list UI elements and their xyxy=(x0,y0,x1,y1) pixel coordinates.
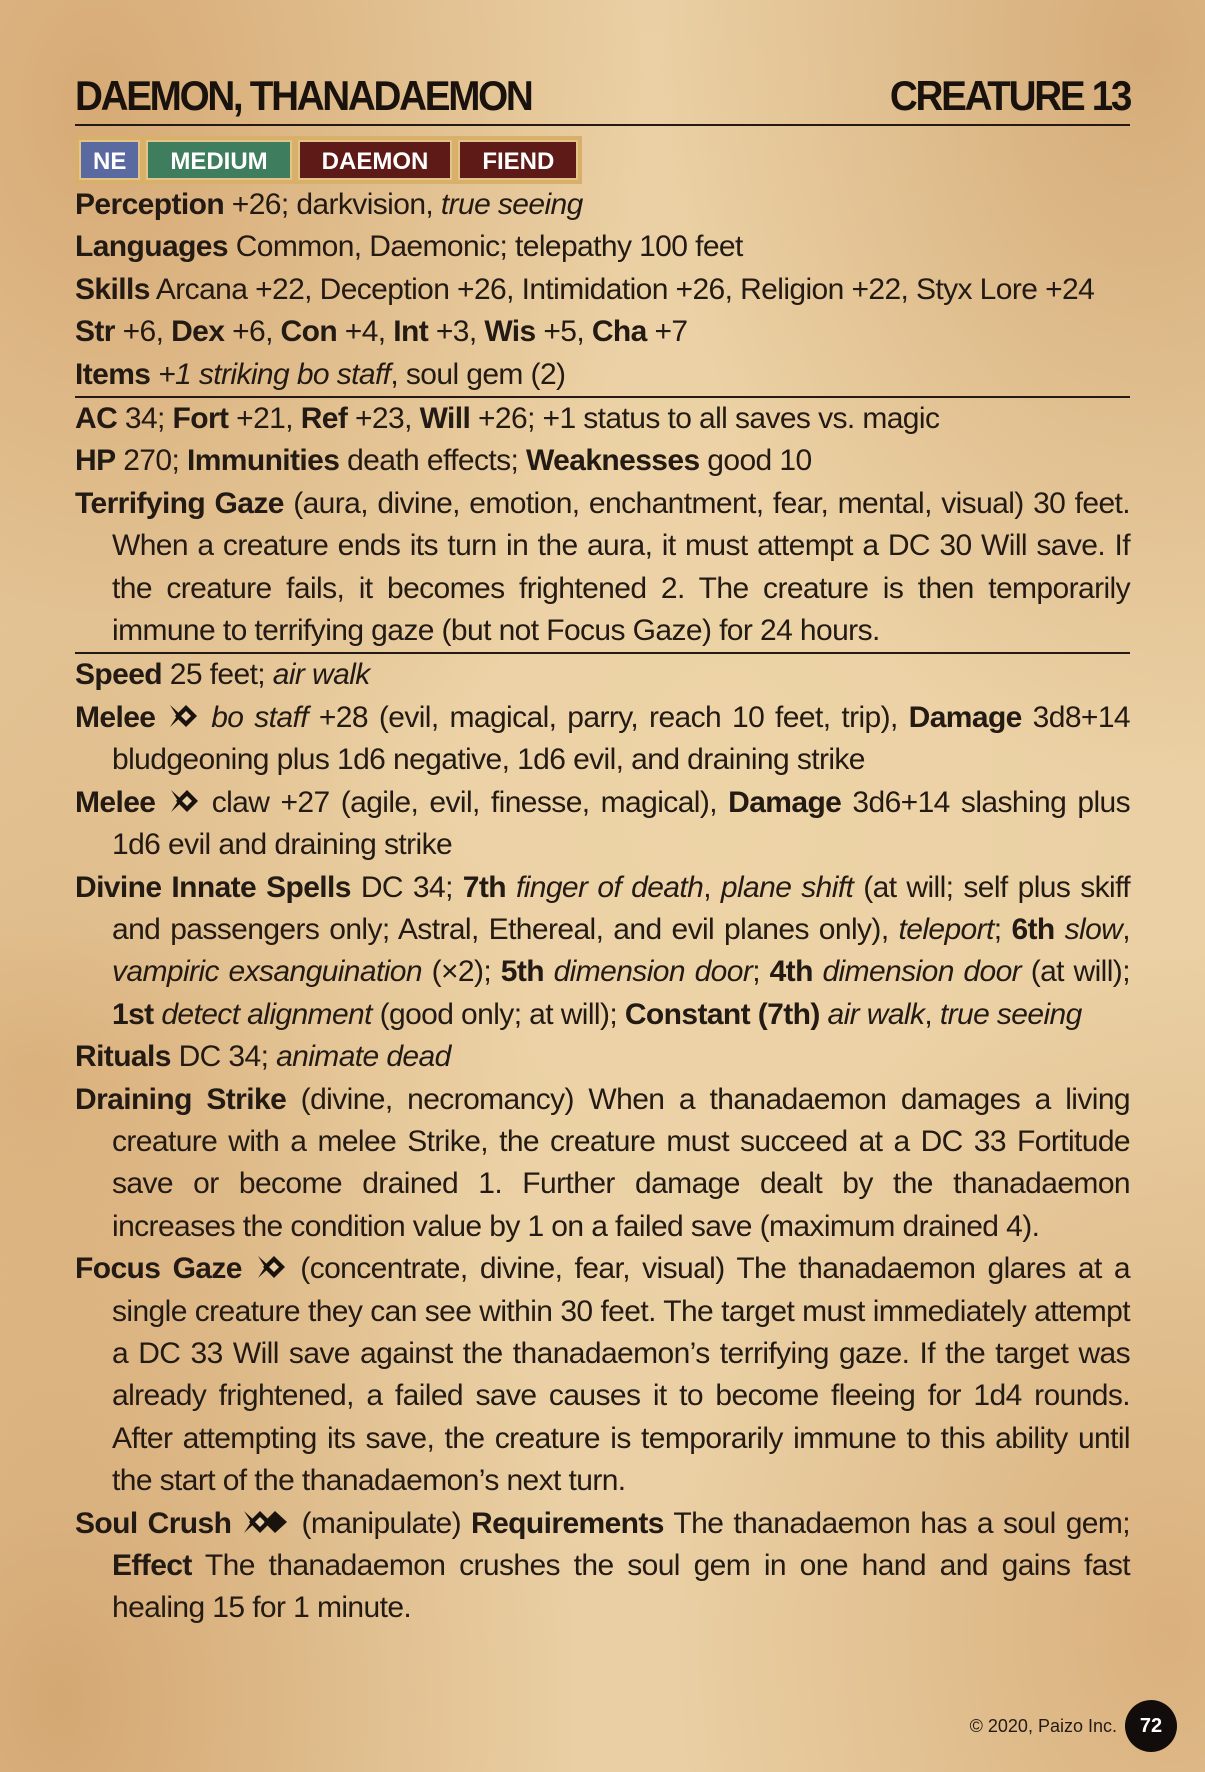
spell-vampiric-exsanguination: vampiric exsanguination xyxy=(112,955,422,989)
fort-label: Fort xyxy=(172,402,229,436)
melee-claw-damage: 3d6+14 slashing plus 1d6 evil and draining strike xyxy=(112,785,1130,862)
spell-rank-4: 4th xyxy=(769,955,813,989)
creature-level: CREATURE 13 xyxy=(889,72,1130,119)
trait-daemon: DAEMON xyxy=(298,140,453,180)
spell-slow: slow xyxy=(1064,912,1123,946)
spell-detect-alignment: detect alignment xyxy=(161,997,372,1031)
rituals-label: Rituals xyxy=(75,1040,171,1074)
abilities-line xyxy=(75,311,1130,353)
skills-label: Skills xyxy=(75,272,150,306)
focus-gaze-ability xyxy=(75,1248,1130,1502)
spell-separator: , xyxy=(924,997,940,1031)
single-action-icon xyxy=(166,702,200,730)
spell-rank-7: 7th xyxy=(462,870,506,904)
focus-gaze-name: Focus Gaze xyxy=(75,1252,242,1286)
languages-text: Common, Daemonic; telepathy 100 feet xyxy=(227,230,743,264)
spell-separator: , xyxy=(1122,912,1130,946)
melee-claw-damage-label: Damage xyxy=(728,785,842,819)
soul-crush-traits: (manipulate) xyxy=(291,1506,472,1540)
languages-label: Languages xyxy=(75,230,228,264)
melee-staff-weapon: bo staff xyxy=(211,700,308,734)
focus-gaze-text: (concentrate, divine, fear, visual) The thanadaemon glares at a single creature they can see within 30 feet. The target must immediately attempt a DC 33 Will save against the thanadaemon’s terrifying gaze. If the target was already frightened, a failed save causes it to become fleeing for 1d4 rounds. After attempting its save, the creature is temporarily immune to this ability until the start of the thanadaemon’s next turn. xyxy=(112,1252,1130,1498)
melee-staff-label: Melee xyxy=(75,700,156,734)
page-footer xyxy=(970,1700,1177,1752)
will-label: Will xyxy=(419,402,471,436)
weaknesses-value: good 10 xyxy=(699,444,812,478)
melee-staff-attack: +28 (evil, magical, parry, reach 10 feet, trip), xyxy=(307,700,909,734)
draining-strike-ability xyxy=(75,1079,1130,1249)
spell-plane-shift: plane shift xyxy=(720,870,854,904)
int-label: Int xyxy=(393,315,429,349)
spell-rank-6: 6th xyxy=(1011,912,1055,946)
spell-plane-shift-notes: (at will; self plus skiff and passengers only; Astral, Ethereal, and evil planes only), xyxy=(112,870,1130,946)
ac-value: 34; xyxy=(117,402,173,436)
ref-value: +23, xyxy=(347,402,420,436)
cha-value: +7 xyxy=(646,315,688,349)
spell-detect-notes: (good only; at will); xyxy=(371,997,625,1031)
soul-crush-effect: The thanadaemon crushes the soul gem in one hand and gains fast healing 15 for 1 minute. xyxy=(112,1549,1130,1625)
dex-label: Dex xyxy=(171,315,225,349)
creature-name: DAEMON, THANADAEMON xyxy=(75,72,532,119)
items-label: Items xyxy=(75,357,151,391)
spell-at-will: (at will); xyxy=(1021,955,1130,989)
melee-claw-attack: claw +27 (agile, evil, finesse, magical), xyxy=(200,785,729,819)
page-number: 72 xyxy=(1125,1700,1177,1752)
str-label: Str xyxy=(75,315,115,349)
rituals-line xyxy=(75,1036,1130,1078)
immunities-label: Immunities xyxy=(186,444,340,478)
wis-value: +5, xyxy=(535,315,592,349)
spell-true-seeing: true seeing xyxy=(939,997,1082,1031)
will-value: +26; +1 status to all saves vs. magic xyxy=(470,402,940,436)
items-weapon: +1 striking bo staff xyxy=(158,357,391,391)
melee-staff-strike xyxy=(75,697,1130,782)
terrifying-gaze-text: (aura, divine, emotion, enchantment, fear, mental, visual) 30 feet. When a creature ends its turn in the aura, it must attempt a DC 30 Will save. If the creature fails, it becomes frightened 2. The creature is then temporarily immune to terrifying gaze (but not Focus Gaze) for 24 hours. xyxy=(112,486,1131,648)
defense-line xyxy=(75,396,1130,440)
two-actions-icon xyxy=(241,1508,291,1536)
spell-finger-of-death: finger of death xyxy=(515,870,704,904)
spell-uses: (×2); xyxy=(421,955,501,989)
items-rest: , soul gem (2) xyxy=(390,357,566,391)
single-action-icon xyxy=(167,787,201,815)
hp-value: 270; xyxy=(115,444,187,478)
melee-staff-damage-label: Damage xyxy=(908,700,1022,734)
stat-block-header xyxy=(75,66,1130,126)
rituals-dc: DC 34; xyxy=(170,1040,277,1074)
melee-claw-strike xyxy=(75,782,1130,867)
melee-claw-label: Melee xyxy=(75,785,156,819)
spell-separator: ; xyxy=(752,955,770,989)
soul-crush-req: The thanadaemon has a soul gem; xyxy=(663,1506,1130,1540)
skills-text: Arcana +22, Deception +26, Intimidation +26, Religion +22, Styx Lore +24 xyxy=(149,272,1095,306)
spell-rank-constant: Constant (7th) xyxy=(624,997,820,1031)
single-action-icon xyxy=(254,1253,288,1281)
cha-label: Cha xyxy=(591,315,647,349)
speed-value: 25 feet; xyxy=(162,658,273,692)
perception-label: Perception xyxy=(75,188,225,221)
str-value: +6, xyxy=(114,315,172,349)
dex-value: +6, xyxy=(224,315,281,349)
perception-value: +26; darkvision, xyxy=(224,188,441,221)
trait-bar xyxy=(75,136,582,184)
trait-fiend: FIEND xyxy=(458,140,578,180)
immunities-value: death effects; xyxy=(339,444,526,478)
languages-line xyxy=(75,226,1130,268)
stat-block xyxy=(75,66,1130,1630)
spell-air-walk: air walk xyxy=(827,997,925,1031)
soul-crush-name: Soul Crush xyxy=(75,1506,232,1540)
wis-label: Wis xyxy=(484,315,536,349)
con-label: Con xyxy=(280,315,338,349)
draining-strike-text: (divine, necromancy) When a thanadaemon damages a living creature with a melee Strike, the creature must succeed at a DC 33 Fortitude save or become drained 1. Further damage dealt by the thanadaemon increases the condition value by 1 on a failed save (maximum drained 4). xyxy=(112,1082,1130,1243)
fort-value: +21, xyxy=(228,402,301,436)
hp-label: HP xyxy=(75,444,116,478)
divine-innate-spells xyxy=(75,867,1130,1037)
terrifying-gaze-name: Terrifying Gaze xyxy=(75,486,284,520)
spells-label: Divine Innate Spells xyxy=(75,870,351,904)
soul-crush-ability xyxy=(75,1503,1130,1630)
ritual-animate-dead: animate dead xyxy=(276,1040,451,1074)
spell-rank-1: 1st xyxy=(112,997,154,1031)
soul-crush-req-label: Requirements xyxy=(471,1506,664,1540)
spell-teleport: teleport xyxy=(898,912,994,946)
weaknesses-label: Weaknesses xyxy=(525,444,700,478)
spell-separator: , xyxy=(703,870,721,904)
ref-label: Ref xyxy=(300,402,348,436)
copyright-notice: © 2020, Paizo Inc. xyxy=(969,1715,1117,1736)
perception-sense: true seeing xyxy=(440,188,583,221)
spell-dimension-door-4: dimension door xyxy=(822,955,1022,989)
soul-crush-effect-label: Effect xyxy=(112,1549,192,1582)
spell-rank-5: 5th xyxy=(500,955,544,989)
spells-dc: DC 34; xyxy=(350,870,463,904)
spell-separator: ; xyxy=(993,912,1012,946)
int-value: +3, xyxy=(428,315,485,349)
hp-line xyxy=(75,440,1130,482)
items-line xyxy=(75,354,1130,396)
speed-special: air walk xyxy=(272,658,370,692)
perception-line xyxy=(75,184,1130,226)
skills-line xyxy=(75,269,1130,311)
trait-alignment: NE xyxy=(79,140,140,180)
ac-label: AC xyxy=(75,402,118,436)
trait-size: MEDIUM xyxy=(146,140,291,180)
terrifying-gaze-ability xyxy=(75,483,1130,653)
melee-staff-damage: 3d8+14 bludgeoning plus 1d6 negative, 1d6 evil, and draining strike xyxy=(112,700,1131,777)
con-value: +4, xyxy=(337,315,394,349)
speed-label: Speed xyxy=(75,658,163,692)
draining-strike-name: Draining Strike xyxy=(75,1082,287,1116)
speed-line xyxy=(75,652,1130,696)
spell-dimension-door-5: dimension door xyxy=(553,955,753,989)
